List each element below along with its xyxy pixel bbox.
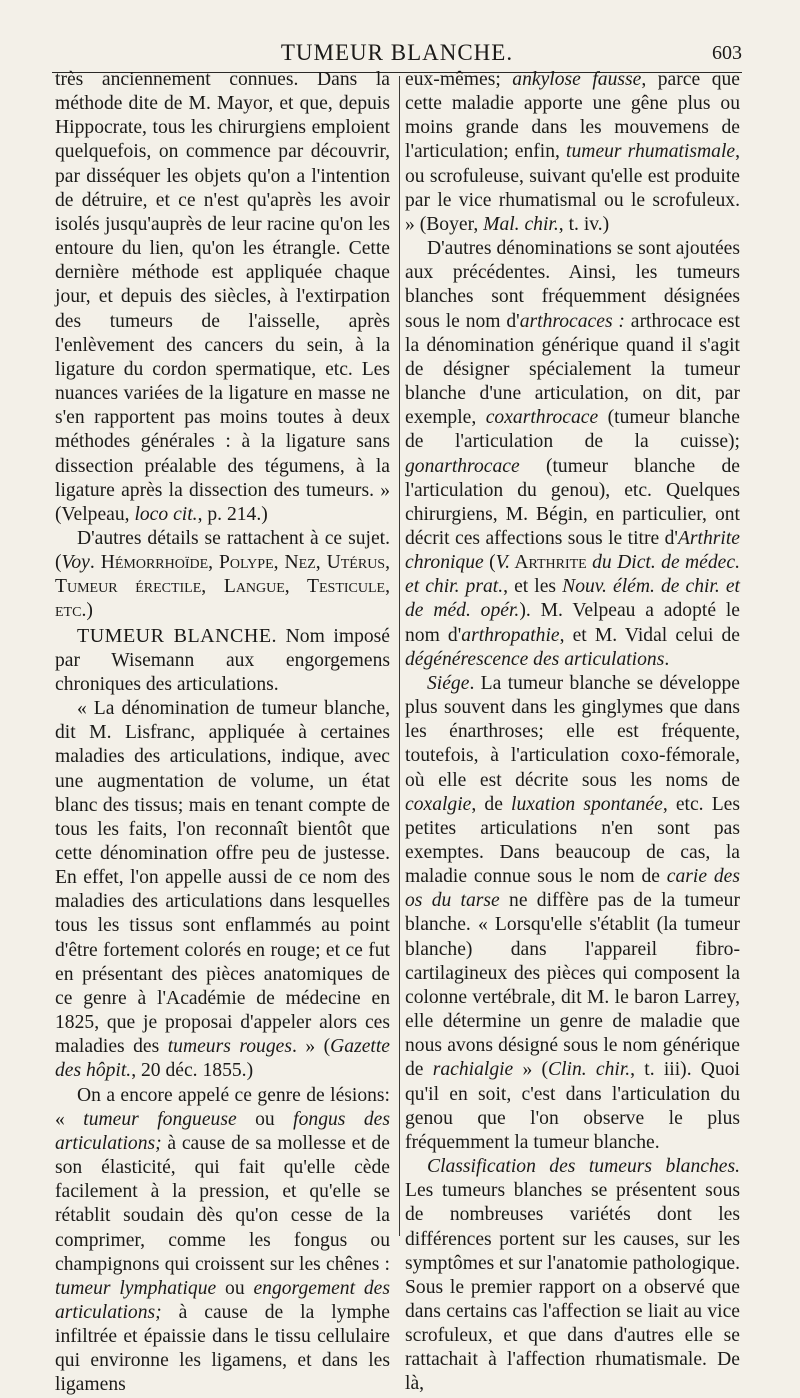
right-column (405, 68, 740, 1397)
entry-heading: TUMEUR BLANCHE. (77, 624, 278, 647)
paragraph-classification: Classification des tumeurs blanches. Les tumeurs blanches se présentent sous de nombreuses variétés dont les différences portent sur les causes, sur les symptômes et sur l'anatomie pathologique. Sous le premier rapport on a observé que dans certains cas l'affection se liait au vice scrofuleux, et que dans d'autres elle se rattachait à l'affection rhumatismale. De là, (405, 1156, 740, 1395)
running-head (52, 38, 742, 68)
entry-tumeur-blanche: TUMEUR BLANCHE. Nom imposé par Wisemann aux engorgemens chroniques des articulations. (55, 624, 390, 695)
left-column (55, 68, 390, 1398)
paragraph-siege: Siége. La tumeur blanche se développe plus souvent dans les ginglymes que dans les énarthroses; elle est fréquente, toutefois, à l'articulation coxo-fémorale, où elle est décrite sous les noms de coxalgie, de luxation spontanée, etc. Les petites articulations n'en sont pas exemptes. Dans beaucoup de cas, la maladie connue sous le nom de carie des os du tarse ne diffère pas de la tumeur blanche. « Lorsqu'elle s'établit (la tumeur blanche) dans l'appareil fibro-cartilagineux des pièces qui composent la colonne vertébrale, dit M. le baron Larrey, elle détermine un genre de maladie que nous avons désigné sous le nom générique de rachialgie » (Clin. chir., t. iii). Quoi qu'il en soit, c'est dans l'articulation du genou que l'on observe le plus fréquemment la tumeur blanche. (405, 672, 740, 1153)
paragraph-boyer-quote: eux-mêmes; ankylose fausse, parce que cette maladie apporte une gêne plus ou moins grande dans les mouvemens de l'articulation; enfin, tumeur rhumatismale, ou scrofuleuse, suivant qu'elle est produite par le vice rhumatismal ou le scrofuleux. » (Boyer, Mal. chir., t. iv.) (405, 69, 740, 235)
paragraph-denominations: D'autres dénominations se sont ajoutées aux précédentes. Ainsi, les tumeurs blanches sont fréquemment désignées sous le nom d'arthrocaces : arthrocace est la dénomination générique quand il s'agit de désigner spécialement la tumeur blanche d'une articulation, on dit, par exemple, coxarthrocace (tumeur blanche de l'articulation de la cuisse); gonarthrocace (tumeur blanche de l'articulation du genou), etc. Quelques chirurgiens, M. Bégin, en particulier, ont décrit ces affections sous le titre d'Arthrite chronique (V. Arthrite du Dict. de médec. et chir. prat., et les Nouv. élém. de chir. et de méd. opér.). M. Velpeau a adopté le nom d'arthropathie, et M. Vidal celui de dégénérescence des articulations. (405, 238, 740, 670)
paragraph-cross-references: D'autres détails se rattachent à ce sujet. (Voy. Hémorrhoïde, Polype, Nez, Utérus, Tumeur érectile, Langue, Testicule, etc.) (55, 527, 390, 622)
paragraph-ligature: très anciennement connues. Dans la méthode dite de M. Mayor, et que, depuis Hippocrate, tous les chirurgiens emploient quelquefois, on commence par découvrir, par disséquer les objets qu'on a l'intention de détruire, et ce n'est qu'après les avoir isolés jusqu'auprès de leur racine qu'on les entoure du lien, qu'on les étrangle. Cette dernière méthode est appliquée chaque jour, et depuis des siècles, à l'extirpation des tumeurs de l'aisselle, après l'enlèvement des cancers du sein, à la ligature du cordon spermatique, etc. Les nuances variées de la ligature en masse ne s'en rapportent pas moins toutes à deux méthodes générales : à la ligature sans dissection préalable des tégumens, à la ligature après la dissection des tumeurs. » (Velpeau, loco cit., p. 214.) (55, 69, 390, 525)
running-title: TUMEUR BLANCHE. (280, 40, 514, 65)
paragraph-lisfranc-quote: « La dénomination de tumeur blanche, dit M. Lisfranc, appliquée à certaines maladies des articulations, indique, avec une augmentation de volume, un état blanc des tissus; mais en tenant compte de tous les faits, l'on reconnaît bientôt que cette dénomination offre peu de justesse. En effet, l'on appelle aussi de ce nom des maladies des articulations dans lesquelles tous les tissus sont enflammés au point d'être fortement colorés en rouge; et ce fut en présentant des pièces anatomiques de ce genre à l'Académie de médecine en 1825, que je proposai d'appeler alors ces maladies des tumeurs rouges. » (Gazette des hôpit., 20 déc. 1855.) (55, 698, 390, 1082)
page-number: 603 (712, 42, 742, 64)
paragraph-other-names: On a encore appelé ce genre de lésions: « tumeur fongueuse ou fongus des articulations; à cause de sa mollesse et de son élasticité, qui fait qu'elle cède facilement à la pression, et qu'elle se rétablit soudain dès qu'on cesse de la comprimer, comme les fongus ou champignons qui croissent sur les chênes : tumeur lymphatique ou engorgement des articulations; à cause de la lymphe infiltrée et épaissie dans le tissu cellulaire qui environne les ligamens, et dans les ligamens (55, 1084, 390, 1396)
column-divider (399, 76, 400, 1236)
